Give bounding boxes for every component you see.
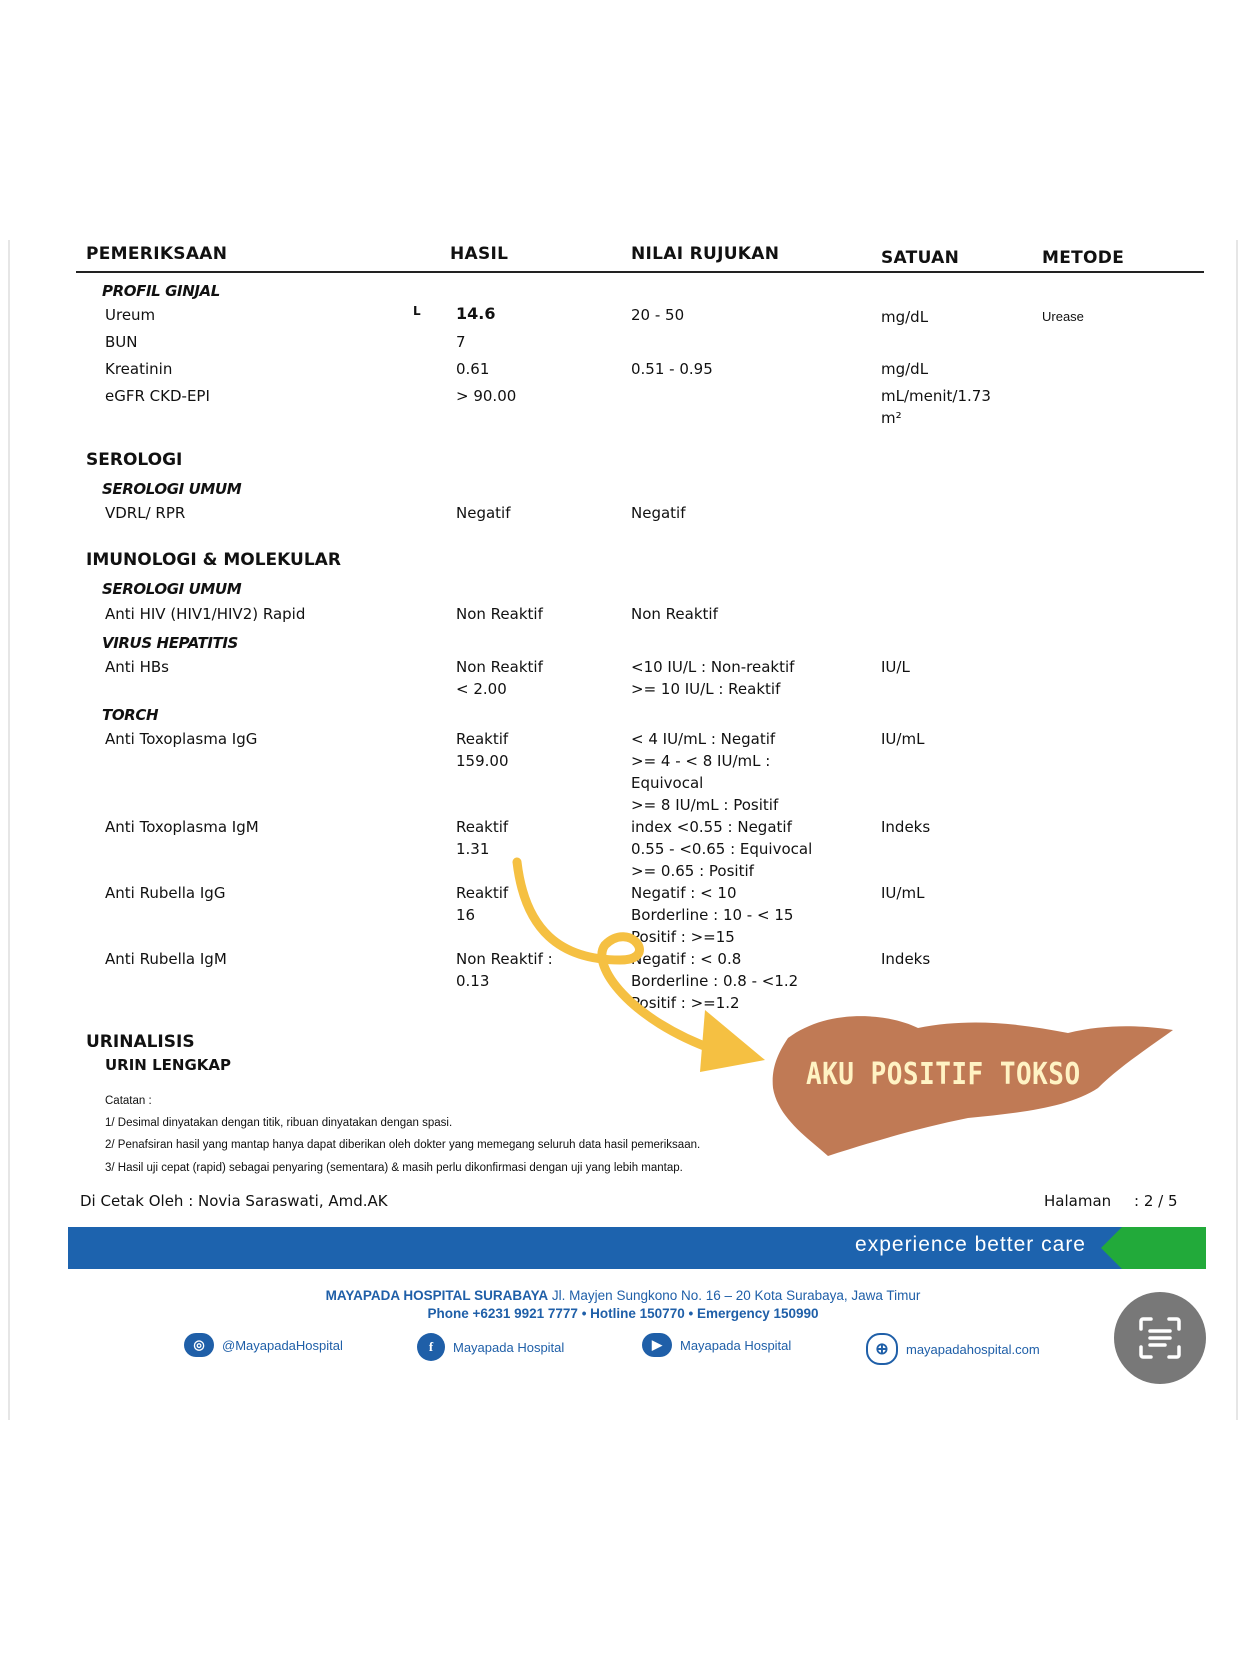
website-url: mayapadahospital.com	[906, 1341, 1040, 1357]
unit: Indeks	[881, 818, 931, 836]
reference-range: 0.55 - <0.65 : Equivocal	[631, 840, 813, 858]
hospital-address: Jl. Mayjen Sungkono No. 16 – 20 Kota Surabaya, Jawa Timur	[548, 1288, 921, 1303]
reference-range: Non Reaktif	[631, 605, 718, 623]
section-urinalisis: URINALISIS	[86, 1032, 195, 1052]
subsection-torch: TORCH	[102, 706, 159, 724]
subsection-urin-lengkap: URIN LENGKAP	[105, 1056, 231, 1074]
note-1: 1/ Desimal dinyatakan dengan titik, ribuan dinyatakan dengan spasi.	[105, 1117, 453, 1129]
reference-range: Negatif : < 0.8	[631, 950, 742, 968]
test-result: 159.00	[456, 752, 509, 770]
header-satuan: SATUAN	[881, 248, 960, 268]
scan-text-icon	[1135, 1313, 1185, 1363]
reference-range: Positif : >=15	[631, 928, 735, 946]
header-pemeriksaan: PEMERIKSAAN	[86, 244, 228, 264]
reference-range: Borderline : 10 - < 15	[631, 906, 794, 924]
reference-range: >= 0.65 : Positif	[631, 862, 754, 880]
instagram-icon: ◎	[184, 1333, 214, 1357]
reference-range: 20 - 50	[631, 306, 685, 324]
test-result: Reaktif	[456, 730, 509, 748]
unit: mg/dL	[881, 308, 929, 326]
subsection-serologi-umum: SEROLOGI UMUM	[102, 480, 242, 498]
test-name: Anti HBs	[105, 658, 169, 676]
reference-range: index <0.55 : Negatif	[631, 818, 792, 836]
unit: mg/dL	[881, 360, 929, 378]
header-metode: METODE	[1042, 248, 1125, 268]
test-name: BUN	[105, 333, 138, 351]
test-result: > 90.00	[456, 387, 517, 405]
test-name: Ureum	[105, 306, 156, 324]
test-result: Negatif	[456, 504, 511, 522]
page-label: Halaman	[1044, 1192, 1112, 1210]
scan-text-button[interactable]	[1114, 1292, 1206, 1384]
note-3: 3/ Hasil uji cepat (rapid) sebagai penyaring (sementara) & masih perlu dikonfirmasi dengan uji yang lebih mantap.	[105, 1162, 683, 1174]
youtube-icon: ▶	[642, 1333, 672, 1357]
test-result: 14.6	[456, 304, 496, 323]
reference-range: <10 IU/L : Non-reaktif	[631, 658, 795, 676]
test-name: eGFR CKD-EPI	[105, 387, 210, 405]
test-result: Non Reaktif :	[456, 950, 553, 968]
unit: IU/mL	[881, 730, 925, 748]
notes-label: Catatan :	[105, 1095, 152, 1107]
reference-range: Negatif	[631, 504, 686, 522]
test-name: Kreatinin	[105, 360, 173, 378]
test-result: Reaktif	[456, 818, 509, 836]
instagram-handle: @MayapadaHospital	[222, 1337, 343, 1353]
globe-icon: ⊕	[866, 1333, 898, 1365]
facebook-icon: f	[417, 1333, 445, 1361]
section-serologi: SEROLOGI	[86, 450, 183, 470]
unit: IU/mL	[881, 884, 925, 902]
footer-tagline: experience better care	[855, 1233, 1086, 1256]
test-name: Anti HIV (HIV1/HIV2) Rapid	[105, 605, 306, 623]
reference-range: Equivocal	[631, 774, 704, 792]
unit: mL/menit/1.73	[881, 387, 991, 405]
low-flag: L	[413, 304, 421, 318]
reference-range: >= 8 IU/mL : Positif	[631, 796, 779, 814]
test-name: Anti Toxoplasma IgM	[105, 818, 259, 836]
unit: Indeks	[881, 950, 931, 968]
test-result: Non Reaktif	[456, 658, 543, 676]
unit: m²	[881, 409, 902, 427]
header-nilai-rujukan: NILAI RUJUKAN	[631, 244, 780, 264]
section-imunologi: IMUNOLOGI & MOLEKULAR	[86, 550, 341, 570]
test-name: VDRL/ RPR	[105, 504, 186, 522]
reference-range: Positif : >=1.2	[631, 994, 740, 1012]
sticker-text: AKU POSITIF TOKSO	[806, 1057, 1081, 1093]
test-name: Anti Rubella IgG	[105, 884, 226, 902]
reference-range: >= 4 - < 8 IU/mL :	[631, 752, 771, 770]
test-result: 16	[456, 906, 476, 924]
reference-range: >= 10 IU/L : Reaktif	[631, 680, 781, 698]
hospital-name: MAYAPADA HOSPITAL SURABAYA	[325, 1288, 549, 1303]
test-result: < 2.00	[456, 680, 507, 698]
reference-range: Negatif : < 10	[631, 884, 737, 902]
test-result: 0.61	[456, 360, 490, 378]
test-result: Reaktif	[456, 884, 509, 902]
header-hasil: HASIL	[450, 244, 509, 264]
test-result: 7	[456, 333, 466, 351]
arrow-curve	[517, 862, 715, 1050]
unit: IU/L	[881, 658, 910, 676]
footer-phones: Phone +6231 9921 7777 • Hotline 150770 • Emergency 150990	[427, 1306, 819, 1321]
subsection-profil-ginjal: PROFIL GINJAL	[102, 282, 220, 300]
subsection-virus-hepatitis: VIRUS HEPATITIS	[102, 634, 238, 652]
facebook-handle: Mayapada Hospital	[453, 1339, 565, 1355]
arrow-head	[700, 1010, 765, 1072]
note-2: 2/ Penafsiran hasil yang mantap hanya dapat diberikan oleh dokter yang memegang seluruh data hasil pemeriksaan.	[105, 1139, 701, 1151]
reference-range: < 4 IU/mL : Negatif	[631, 730, 776, 748]
printed-by: Di Cetak Oleh : Novia Saraswati, Amd.AK	[80, 1192, 388, 1210]
test-result: 0.13	[456, 972, 490, 990]
test-result: Non Reaktif	[456, 605, 543, 623]
reference-range: Borderline : 0.8 - <1.2	[631, 972, 799, 990]
youtube-handle: Mayapada Hospital	[680, 1337, 792, 1353]
page-number: : 2 / 5	[1134, 1192, 1178, 1210]
reference-range: 0.51 - 0.95	[631, 360, 713, 378]
subsection-serologi-umum: SEROLOGI UMUM	[102, 580, 242, 598]
test-name: Anti Toxoplasma IgG	[105, 730, 258, 748]
test-result: 1.31	[456, 840, 490, 858]
method: Urease	[1042, 309, 1084, 324]
test-name: Anti Rubella IgM	[105, 950, 227, 968]
